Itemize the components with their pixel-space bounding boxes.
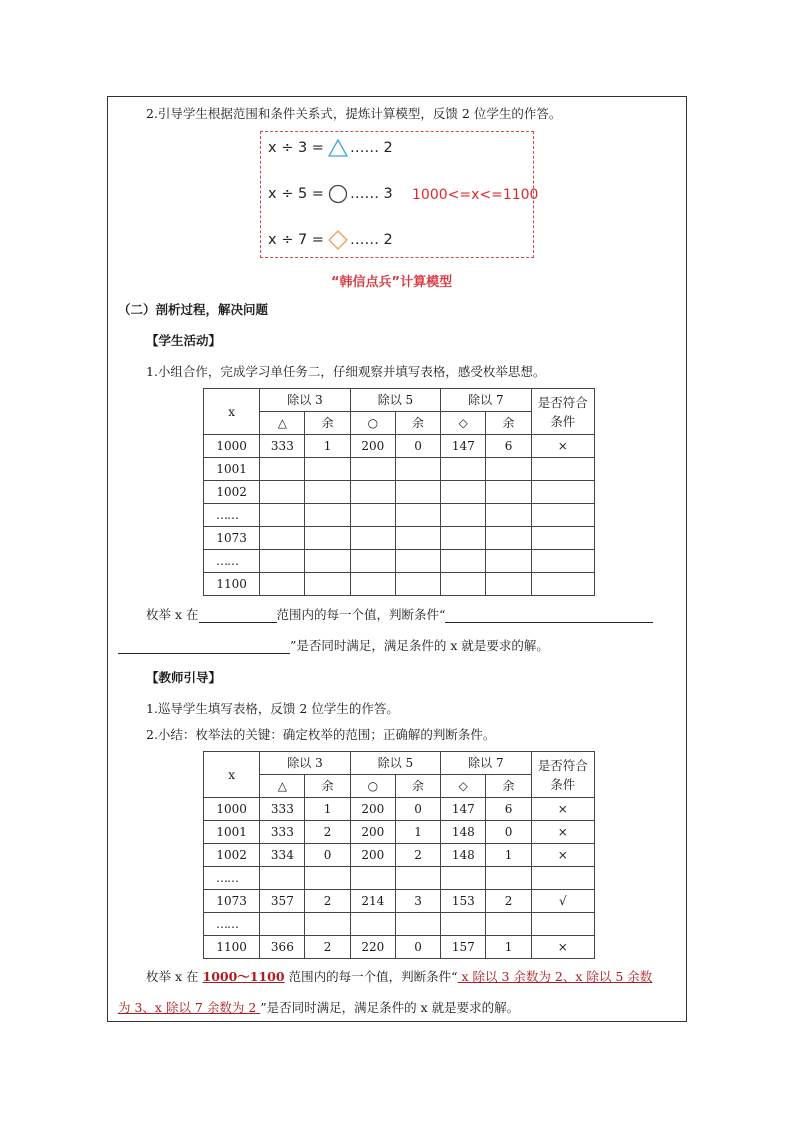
table-cell[interactable] xyxy=(531,550,594,573)
table-cell[interactable] xyxy=(486,913,531,936)
table-cell: 333 xyxy=(260,821,305,844)
answer-range: 1000～1100 xyxy=(202,969,285,984)
header-remainder: 余 xyxy=(486,775,531,798)
table-cell[interactable] xyxy=(486,527,531,550)
table-cell[interactable] xyxy=(531,913,594,936)
header-triangle: △ xyxy=(260,412,305,435)
equation-2-right: …… 3 xyxy=(349,186,393,202)
table-cell: 200 xyxy=(350,798,395,821)
table-cell[interactable] xyxy=(441,867,486,890)
row-x-cell: 1001 xyxy=(204,821,260,844)
table-cell: 366 xyxy=(260,936,305,959)
table-cell: 200 xyxy=(350,821,395,844)
table-cell[interactable] xyxy=(441,458,486,481)
header-meets: 是否符合条件 xyxy=(531,389,594,435)
table-cell: 148 xyxy=(441,821,486,844)
table-cell: × xyxy=(531,844,594,867)
table-row xyxy=(204,550,595,573)
row-x-cell: 1000 xyxy=(204,435,260,458)
table-cell: 2 xyxy=(395,844,440,867)
table-cell[interactable] xyxy=(531,867,594,890)
row-x-cell: 1073 xyxy=(204,527,260,550)
table-cell[interactable] xyxy=(260,573,305,596)
header-diamond: ◇ xyxy=(441,775,486,798)
header-div3: 除以 3 xyxy=(260,389,350,412)
row-x-cell: …… xyxy=(204,913,260,936)
student-task: 1.小组合作，完成学习单任务二，仔细观察并填写表格，感受枚举思想。 xyxy=(146,364,546,379)
header-x: x xyxy=(204,389,260,435)
table-cell[interactable] xyxy=(350,527,395,550)
row-x-cell: …… xyxy=(204,550,260,573)
table-cell[interactable] xyxy=(260,550,305,573)
enumeration-table-filled xyxy=(203,751,595,959)
answer-condition-b: 为 3、x 除以 7 余数为 2 xyxy=(118,1000,261,1015)
table-cell[interactable] xyxy=(441,550,486,573)
table-cell: 200 xyxy=(350,844,395,867)
circle-icon xyxy=(328,184,348,204)
row-x-cell: …… xyxy=(204,867,260,890)
table-cell: 148 xyxy=(441,844,486,867)
student-activity-title: 【学生活动】 xyxy=(146,333,222,348)
fill-part2: 范围内的每一个值，判断条件“ xyxy=(276,607,446,622)
row-x-cell: 1002 xyxy=(204,844,260,867)
row-x-cell: …… xyxy=(204,504,260,527)
teacher-step1: 1.巡导学生填写表格，反馈 2 位学生的作答。 xyxy=(146,701,399,716)
header-div5: 除以 5 xyxy=(350,752,440,775)
table-cell[interactable] xyxy=(305,458,350,481)
equation-1-left: x ÷ 3 = xyxy=(268,140,324,156)
equation-3-left: x ÷ 7 = xyxy=(268,232,324,248)
table-row xyxy=(204,867,595,890)
table-cell[interactable] xyxy=(531,573,594,596)
table-cell: 357 xyxy=(260,890,305,913)
row-x-cell: 1100 xyxy=(204,573,260,596)
header-remainder: 余 xyxy=(305,775,350,798)
table-cell: 2 xyxy=(486,890,531,913)
condition-blank-2[interactable] xyxy=(118,639,290,654)
header-circle: ○ xyxy=(350,775,395,798)
fill-part3: ”是否同时满足，满足条件的 x 就是要求的解。 xyxy=(290,638,549,653)
table-cell[interactable] xyxy=(305,913,350,936)
table-cell[interactable] xyxy=(350,458,395,481)
header-meets: 是否符合条件 xyxy=(531,752,594,798)
table-cell[interactable] xyxy=(531,527,594,550)
answer-part3: ”是否同时满足，满足条件的 x 就是要求的解。 xyxy=(260,1000,520,1015)
table-cell[interactable] xyxy=(486,458,531,481)
table-cell: 153 xyxy=(441,890,486,913)
header-diamond: ◇ xyxy=(441,412,486,435)
table-cell: 1 xyxy=(305,798,350,821)
header-remainder: 余 xyxy=(395,412,440,435)
table-cell[interactable] xyxy=(350,867,395,890)
table-cell: 1 xyxy=(305,435,350,458)
table-row xyxy=(204,573,595,596)
answer-sentence-line1 xyxy=(146,969,652,985)
row-x-cell: 1000 xyxy=(204,798,260,821)
table-cell[interactable] xyxy=(350,481,395,504)
answer-part2: 范围内的每一个值，判断条件“ xyxy=(288,969,458,984)
table-cell[interactable] xyxy=(305,527,350,550)
teacher-step2: 2.小结：枚举法的关键：确定枚举的范围；正确解的判断条件。 xyxy=(146,727,496,742)
range-blank[interactable] xyxy=(199,608,277,623)
table-cell: 0 xyxy=(305,844,350,867)
table-cell[interactable] xyxy=(260,913,305,936)
table-cell: 147 xyxy=(441,798,486,821)
table-cell: × xyxy=(531,821,594,844)
table-cell: 0 xyxy=(395,936,440,959)
fill-sentence-line1 xyxy=(146,607,653,623)
fill-sentence-line2 xyxy=(118,638,549,654)
answer-condition-a: x 除以 3 余数为 2、x 除以 5 余数 xyxy=(457,969,653,984)
table-cell: √ xyxy=(531,890,594,913)
table-cell: 6 xyxy=(486,435,531,458)
equation-2 xyxy=(268,184,393,204)
section2-title: （二）剖析过程，解决问题 xyxy=(118,302,269,317)
range-label: 1000<=x<=1100 xyxy=(412,187,539,203)
table-cell: 333 xyxy=(260,435,305,458)
table-row xyxy=(204,458,595,481)
table-cell[interactable] xyxy=(350,504,395,527)
table-cell[interactable] xyxy=(305,573,350,596)
header-div7: 除以 7 xyxy=(441,752,531,775)
table-cell[interactable] xyxy=(305,504,350,527)
table-cell: 157 xyxy=(441,936,486,959)
table-cell: 1 xyxy=(486,844,531,867)
table-cell[interactable] xyxy=(486,867,531,890)
table-row xyxy=(204,936,595,959)
header-x: x xyxy=(204,752,260,798)
table-cell[interactable] xyxy=(395,504,440,527)
table-row xyxy=(204,890,595,913)
table-cell: 334 xyxy=(260,844,305,867)
equation-3 xyxy=(268,230,393,250)
table-cell[interactable] xyxy=(486,504,531,527)
header-remainder: 余 xyxy=(305,412,350,435)
table-cell[interactable] xyxy=(350,573,395,596)
table-cell[interactable] xyxy=(395,913,440,936)
table-cell: 2 xyxy=(305,936,350,959)
header-circle: ○ xyxy=(350,412,395,435)
table-cell: 6 xyxy=(486,798,531,821)
table-cell[interactable] xyxy=(486,481,531,504)
table-cell[interactable] xyxy=(260,504,305,527)
table-cell: 1 xyxy=(395,821,440,844)
table-cell: × xyxy=(531,435,594,458)
table-cell: 214 xyxy=(350,890,395,913)
equation-1-right: …… 2 xyxy=(349,140,393,156)
table-cell[interactable] xyxy=(260,481,305,504)
table-cell[interactable] xyxy=(531,481,594,504)
table-cell[interactable] xyxy=(486,573,531,596)
table-cell[interactable] xyxy=(486,550,531,573)
table-row xyxy=(204,481,595,504)
table-cell[interactable] xyxy=(395,458,440,481)
table-cell[interactable] xyxy=(441,573,486,596)
table-row xyxy=(204,913,595,936)
equation-2-left: x ÷ 5 = xyxy=(268,186,324,202)
table-row xyxy=(204,798,595,821)
header-triangle: △ xyxy=(260,775,305,798)
table-row xyxy=(204,844,595,867)
condition-blank-1[interactable] xyxy=(445,608,653,623)
table-cell: 0 xyxy=(486,821,531,844)
table-cell[interactable] xyxy=(395,527,440,550)
equation-3-right: …… 2 xyxy=(349,232,393,248)
table-cell[interactable] xyxy=(441,913,486,936)
table-cell: × xyxy=(531,936,594,959)
table-cell[interactable] xyxy=(441,527,486,550)
table-cell[interactable] xyxy=(441,481,486,504)
table-row xyxy=(204,504,595,527)
table-row xyxy=(204,435,595,458)
table-cell: 333 xyxy=(260,798,305,821)
table-cell[interactable] xyxy=(260,458,305,481)
table-cell: 147 xyxy=(441,435,486,458)
row-x-cell: 1100 xyxy=(204,936,260,959)
diamond-icon xyxy=(328,230,348,250)
table-cell[interactable] xyxy=(395,481,440,504)
table-cell: 220 xyxy=(350,936,395,959)
answer-part1: 枚举 x 在 xyxy=(146,969,199,984)
row-x-cell: 1002 xyxy=(204,481,260,504)
header-div3: 除以 3 xyxy=(260,752,350,775)
fill-part1: 枚举 x 在 xyxy=(146,607,199,622)
table-cell[interactable] xyxy=(395,573,440,596)
triangle-icon xyxy=(328,138,348,158)
table-cell: 0 xyxy=(395,435,440,458)
header-remainder: 余 xyxy=(486,412,531,435)
table-cell: 3 xyxy=(395,890,440,913)
header-div5: 除以 5 xyxy=(350,389,440,412)
table-row xyxy=(204,821,595,844)
answer-sentence-line2 xyxy=(118,1000,519,1016)
table-row xyxy=(204,527,595,550)
table-cell[interactable] xyxy=(395,867,440,890)
table-cell[interactable] xyxy=(350,550,395,573)
table-cell[interactable] xyxy=(531,504,594,527)
table-cell: 2 xyxy=(305,890,350,913)
teacher-title: 【教师引导】 xyxy=(146,670,222,685)
table-cell[interactable] xyxy=(395,550,440,573)
table-cell[interactable] xyxy=(441,504,486,527)
header-div7: 除以 7 xyxy=(441,389,531,412)
table-cell[interactable] xyxy=(305,481,350,504)
enumeration-table-blank xyxy=(203,388,595,596)
table-cell[interactable] xyxy=(305,867,350,890)
table-cell: 2 xyxy=(305,821,350,844)
table-cell[interactable] xyxy=(305,550,350,573)
step2-intro: 2.引导学生根据范围和条件关系式，提炼计算模型，反馈 2 位学生的作答。 xyxy=(146,106,562,121)
table-cell: 0 xyxy=(395,798,440,821)
row-x-cell: 1073 xyxy=(204,890,260,913)
equation-1 xyxy=(268,138,393,158)
table-cell[interactable] xyxy=(531,458,594,481)
table-cell: × xyxy=(531,798,594,821)
row-x-cell: 1001 xyxy=(204,458,260,481)
header-remainder: 余 xyxy=(395,775,440,798)
table-cell[interactable] xyxy=(350,913,395,936)
table-cell: 1 xyxy=(486,936,531,959)
table-cell[interactable] xyxy=(260,867,305,890)
model-caption: “韩信点兵”计算模型 xyxy=(331,275,453,290)
table-cell: 200 xyxy=(350,435,395,458)
table-cell[interactable] xyxy=(260,527,305,550)
